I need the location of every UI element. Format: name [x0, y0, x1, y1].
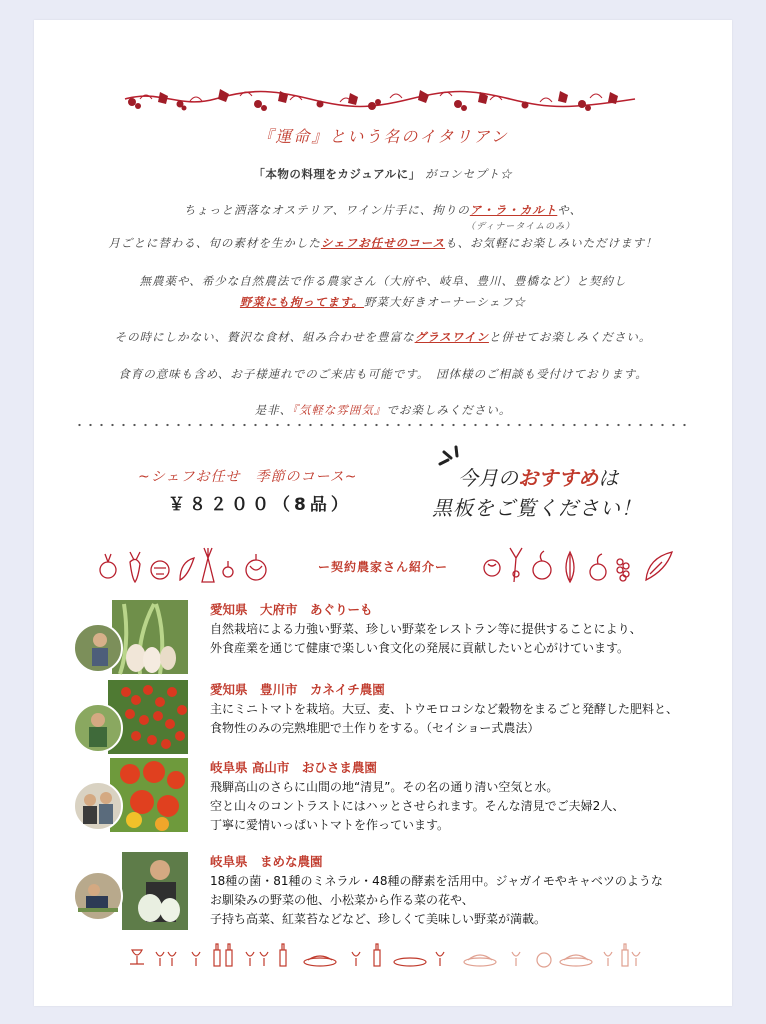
farm-item-agrimo — [70, 600, 710, 680]
course-title: ~シェフお任せ 季節のコース~ — [138, 469, 358, 485]
wine-glass-icons — [124, 942, 644, 968]
farm-photo-agrimo — [70, 600, 188, 678]
farm-description: 18種の菌・81種のミネラル・48種の酵素を活用中。ジャガイモやキャベツのような お馴染みの野菜の他、小松菜から作る菜の花や、 子持ち高菜、紅菜苔などなど、珍しくて美味しい野菜が満載。 — [210, 874, 663, 926]
farm-description: 自然栽培による力強い野菜、珍しい野菜をレストラン等に提供することにより、 外食産業を通じて健康で楽しい食文化の発展に貢献したいと心がけています。 — [210, 622, 642, 655]
intro-line-2: 月ごとに替わる、旬の素材を生かしたシェフお任せのコースも、お気軽にお楽しみいただけます！ — [108, 236, 658, 250]
farm-name: 愛知県 豊川市 カネイチ農園 — [210, 682, 385, 697]
intro-line-6: 食育の意味も含め、お子様連れでのご来店も可能です。 団体様のご相談も受付けております。 — [118, 367, 648, 381]
farm-item-mamena — [70, 852, 710, 942]
concept-rest: がコンセプト☆ — [425, 167, 513, 181]
farm-photo-kaneichi — [70, 680, 188, 758]
chef-course-highlight: シェフお任せのコース — [320, 236, 446, 250]
glass-wine-highlight: グラスワイン — [414, 330, 489, 344]
farm-section-header: ー契約農家さん紹介ー — [317, 560, 448, 574]
a-la-carte-highlight: ア・ラ・カルト — [469, 203, 558, 217]
recommend-line-2: 黒板をご覧ください！ — [432, 496, 642, 520]
intro-line-5: その時にしかない、贅沢な食材、組み合わせを豊富なグラスワインと併せてお楽しみください。 — [114, 330, 652, 344]
farm-photo-mamena — [70, 852, 188, 930]
course-price: ￥８２００（8品） — [168, 495, 352, 515]
farm-description: 飛騨高山のさらに山間の地“清見”。その名の通り清い空気と水。 空と山々のコントラストにはハッとさせられます。そんな清見でご夫婦2人、 丁寧に愛情いっぱいトマトを作っています。 — [210, 780, 625, 832]
concept-bold: 「本物の料理をカジュアルに」 — [253, 167, 421, 181]
concept-line — [34, 166, 732, 182]
intro-line-1: ちょっと洒落なオステリア、ワイン片手に、拘りのア・ラ・カルトや、 — [183, 203, 583, 217]
farm-name: 愛知県 大府市 あぐりーも — [210, 602, 373, 617]
farm-photo-ohisama — [70, 758, 188, 836]
farm-item-ohisama — [70, 758, 710, 848]
intro-line-4: 野菜にも拘ってます。野菜大好きオーナーシェフ☆ — [239, 295, 527, 309]
dotted-divider — [74, 422, 694, 428]
farm-description: 主にミニトマトを栽培。大豆、麦、トウモロコシなど穀物をまるごと発酵した肥料と、 食物性のみの完熟堆肥で土作りをする。（セイショー式農法） — [210, 702, 679, 735]
recommend-highlight: おすすめ — [518, 466, 599, 490]
vegetable-icons-right — [480, 544, 700, 584]
dinner-note: （ディナータイムのみ） — [466, 222, 576, 232]
farm-name: 岐阜県 まめな農園 — [210, 854, 323, 869]
menu-page — [34, 20, 732, 1006]
atmosphere-highlight: 『気軽な雰囲気』 — [292, 403, 387, 417]
page-title: 『運命』という名のイタリアン — [257, 127, 509, 146]
recommend-line-1: 今月のおすすめは — [458, 466, 619, 490]
farm-name: 岐阜県 高山市 おひさま農園 — [210, 760, 377, 775]
intro-line-3: 無農薬や、希少な自然農法で作る農家さん（大府や、岐阜、豊川、豊橋など）と契約し — [139, 274, 627, 288]
grape-vine-border-icon — [120, 84, 640, 114]
intro-line-7: 是非、『気軽な雰囲気』でお楽しみください。 — [254, 403, 512, 417]
vegetable-highlight: 野菜にも拘ってます。 — [239, 295, 365, 309]
farm-item-kaneichi — [70, 680, 710, 760]
